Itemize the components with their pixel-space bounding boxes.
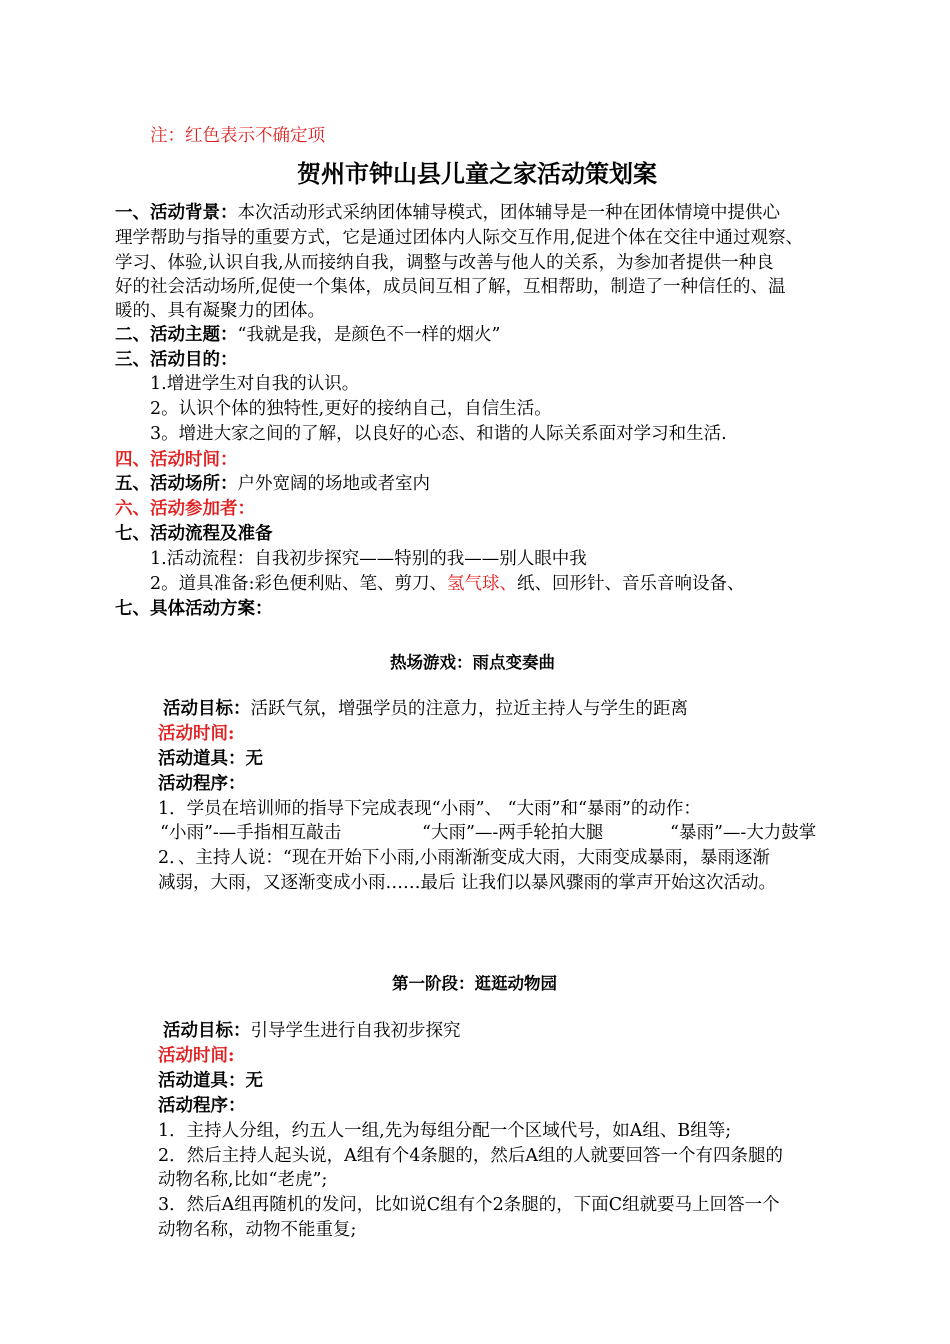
stage1-procedure-label: 活动程序： (158, 1096, 246, 1116)
warmup-storm: “暴雨”—-大力鼓掌 (670, 823, 817, 843)
goal-text: 引导学生进行自我初步探究 (250, 1021, 461, 1041)
theme-line (115, 323, 500, 348)
goal-text: 活跃气氛，增强学员的注意力，拉近主持人与学生的距离 (250, 699, 688, 719)
section-label: 五、活动场所： (115, 474, 238, 494)
theme-text: “我就是我，是颜色不一样的烟火” (237, 325, 501, 345)
section-label: 一、活动背景： (115, 203, 238, 223)
purpose-item-1: 1.增进学生对自我的认识。 (150, 374, 360, 394)
process-flow: 1.活动流程：自我初步探究——特别的我——别人眼中我 (150, 549, 587, 569)
warmup-step-2-cont: 减弱，大雨，又逐渐变成小雨……最后 让我们以暴风骤雨的掌声开始这次活动。 (158, 873, 777, 893)
stage1-goal (163, 1019, 461, 1044)
warmup-heading: 热场游戏：雨点变奏曲 (390, 653, 555, 672)
stage1-step-3: 3．然后A组再随机的发问，比如说C组有个2条腿的，下面C组就要马上回答一个 (158, 1195, 780, 1215)
warmup-step-2: 2．、主持人说：“现在开始下小雨,小雨渐渐变成大雨，大雨变成暴雨，暴雨逐渐 (158, 848, 770, 868)
process-heading: 七、活动流程及准备 (115, 524, 273, 544)
warmup-procedure-label: 活动程序： (158, 774, 246, 794)
prep-uncertain-text: 氢气球、 (447, 574, 518, 594)
stage1-step-1: 1．主持人分组，约五人一组,先为每组分配一个区域代号，如A组、B组等; (158, 1121, 732, 1141)
warmup-step-1: 1．学员在培训师的指导下完成表现“小雨”、 “大雨”和“暴雨”的动作： (158, 799, 701, 819)
props-prep (150, 572, 745, 597)
venue-text: 户外宽阔的场地或者室内 (237, 474, 430, 494)
document-title: 贺州市钟山县儿童之家活动策划案 (297, 159, 657, 188)
stage1-step-2: 2．然后主持人起头说，A组有个4条腿的，然后A组的人就要回答一个有四条腿的 (158, 1146, 784, 1166)
background-line-3: 学习、体验,认识自我,从而接纳自我，调整与改善与他人的关系，为参加者提供一种良 (115, 253, 774, 273)
goal-label: 活动目标： (163, 699, 251, 719)
time-heading: 四、活动时间： (115, 450, 238, 470)
purpose-item-2: 2。认识个体的独特性,更好的接纳自己，自信生活。 (150, 399, 552, 419)
venue-line (115, 472, 430, 497)
background-line-1 (115, 201, 780, 226)
prep-text: 纸、回形针、音乐音响设备、 (517, 574, 745, 594)
stage1-time: 活动时间: (158, 1046, 235, 1066)
background-line-4: 好的社会活动场所,促使一个集体，成员间互相了解，互相帮助，制造了一种信任的、温 (115, 277, 786, 297)
warmup-heavy-rain: “大雨”—-两手轮拍大腿 (422, 823, 604, 843)
background-line-2: 理学帮助与指导的重要方式，它是通过团体内人际交互作用,促进个体在交往中通过观察、 (115, 228, 804, 248)
warmup-goal (163, 697, 688, 722)
warmup-props: 活动道具：无 (158, 749, 263, 769)
plan-heading: 七、具体活动方案： (115, 599, 273, 619)
background-line-5: 暖的、具有凝聚力的团体。 (115, 301, 325, 321)
stage1-step-3-cont: 动物名称，动物不能重复; (158, 1220, 357, 1240)
warmup-time: 活动时间: (158, 724, 235, 744)
stage1-props: 活动道具：无 (158, 1071, 263, 1091)
section-label: 二、活动主题： (115, 325, 238, 345)
participants-heading: 六、活动参加者： (115, 499, 255, 519)
warmup-light-rain: “小雨”-—手指相互敲击 (160, 823, 342, 843)
prep-text: 2。道具准备:彩色便利贴、笔、剪刀、 (150, 574, 448, 594)
purpose-item-3: 3。增进大家之间的了解，以良好的心态、和谐的人际关系面对学习和生活. (150, 424, 727, 444)
stage1-step-2-cont: 动物名称,比如“老虎”; (158, 1170, 328, 1190)
purpose-heading: 三、活动目的： (115, 350, 238, 370)
stage1-heading: 第一阶段：逛逛动物园 (392, 974, 557, 993)
goal-label: 活动目标： (163, 1021, 251, 1041)
note-line: 注：红色表示不确定项 (150, 126, 325, 146)
section-text: 本次活动形式采纳团体辅导模式，团体辅导是一种在团体情境中提供心 (237, 203, 780, 223)
